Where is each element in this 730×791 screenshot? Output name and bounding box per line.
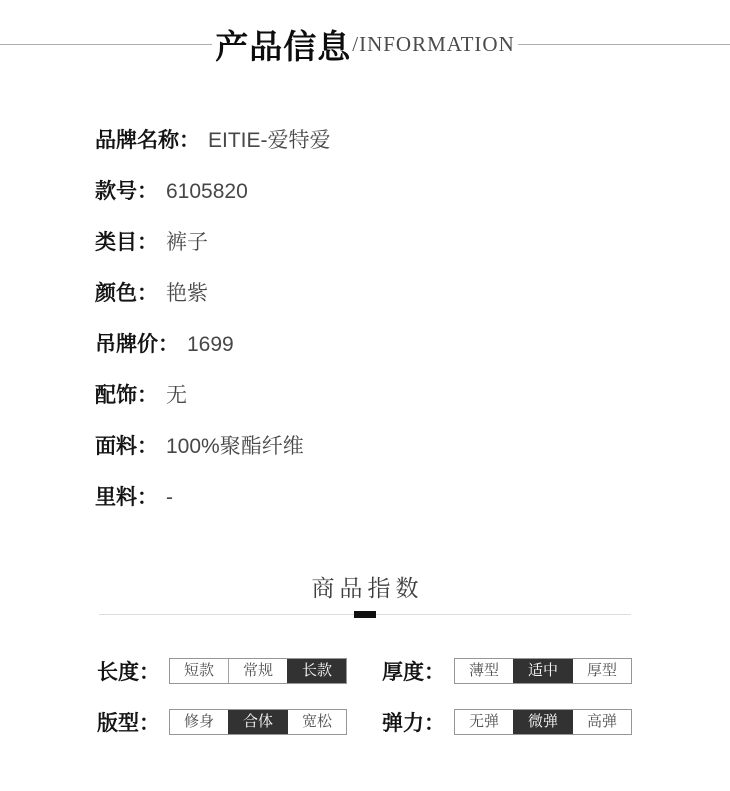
index-group-label: 厚度：: [382, 661, 445, 684]
info-value: 1699: [187, 333, 234, 356]
option-cell: 合体: [228, 710, 287, 734]
segmented-indicator-elasticity: [454, 709, 632, 735]
section-divider-dash: [354, 611, 376, 618]
info-label: 吊牌价：: [95, 333, 179, 356]
info-value: 无: [166, 384, 187, 407]
option-cell: 适中: [513, 659, 572, 683]
info-label: 面料：: [95, 435, 158, 458]
index-group-label: 版型：: [97, 712, 160, 735]
option-cell: 短款: [183, 662, 214, 679]
segmented-indicator-thickness: [454, 658, 632, 684]
segmented-indicator-fit: [169, 709, 347, 735]
info-row-category: [95, 230, 690, 281]
option-cell: 厚型: [572, 659, 631, 683]
info-row-fabric: [95, 434, 690, 485]
info-value: -: [166, 486, 173, 509]
info-value: 6105820: [166, 180, 248, 203]
section-divider-line: [99, 614, 631, 615]
index-group-elasticity: [382, 707, 632, 737]
page-header: [0, 24, 730, 64]
info-row-accessories: [95, 383, 690, 434]
info-label: 品牌名称：: [95, 129, 200, 152]
info-label: 颜色：: [95, 282, 158, 305]
page-title-en: /INFORMATION: [352, 31, 515, 56]
info-row-lining: [95, 485, 690, 536]
info-label: 里料：: [95, 486, 158, 509]
header-line-right: [518, 44, 730, 45]
index-group-length: [97, 656, 347, 686]
option-cell: 无弹: [468, 713, 499, 730]
info-row-tag-price: [95, 332, 690, 383]
info-value: EITIE-爱特爱: [208, 129, 331, 152]
info-row-style-number: [95, 179, 690, 230]
option-cell: 修身: [183, 713, 214, 730]
index-group-fit: [97, 707, 347, 737]
info-label: 类目：: [95, 231, 158, 254]
option-cell: 微弹: [513, 710, 572, 734]
info-label: 配饰：: [95, 384, 158, 407]
page-title-group: [212, 21, 518, 68]
option-cell: 高弹: [572, 710, 631, 734]
section-title-product-index: 商品指数: [311, 575, 424, 601]
index-group-label: 弹力：: [382, 712, 445, 735]
option-cell: 长款: [287, 659, 346, 683]
info-row-color: [95, 281, 690, 332]
index-group-label: 长度：: [97, 661, 160, 684]
info-row-brand: [95, 128, 690, 179]
info-value: 艳紫: [166, 282, 208, 305]
info-value: 100%聚酯纤维: [166, 435, 304, 458]
header-line-left: [0, 44, 212, 45]
option-cell: 宽松: [287, 710, 346, 734]
segmented-indicator-length: [169, 658, 347, 684]
info-label: 款号：: [95, 180, 158, 203]
option-cell: 薄型: [468, 662, 499, 679]
option-cell: 常规: [228, 659, 287, 683]
page-title: 产品信息: [215, 27, 352, 65]
info-value: 裤子: [166, 231, 208, 254]
product-info-list: [95, 128, 690, 536]
index-group-thickness: [382, 656, 632, 686]
